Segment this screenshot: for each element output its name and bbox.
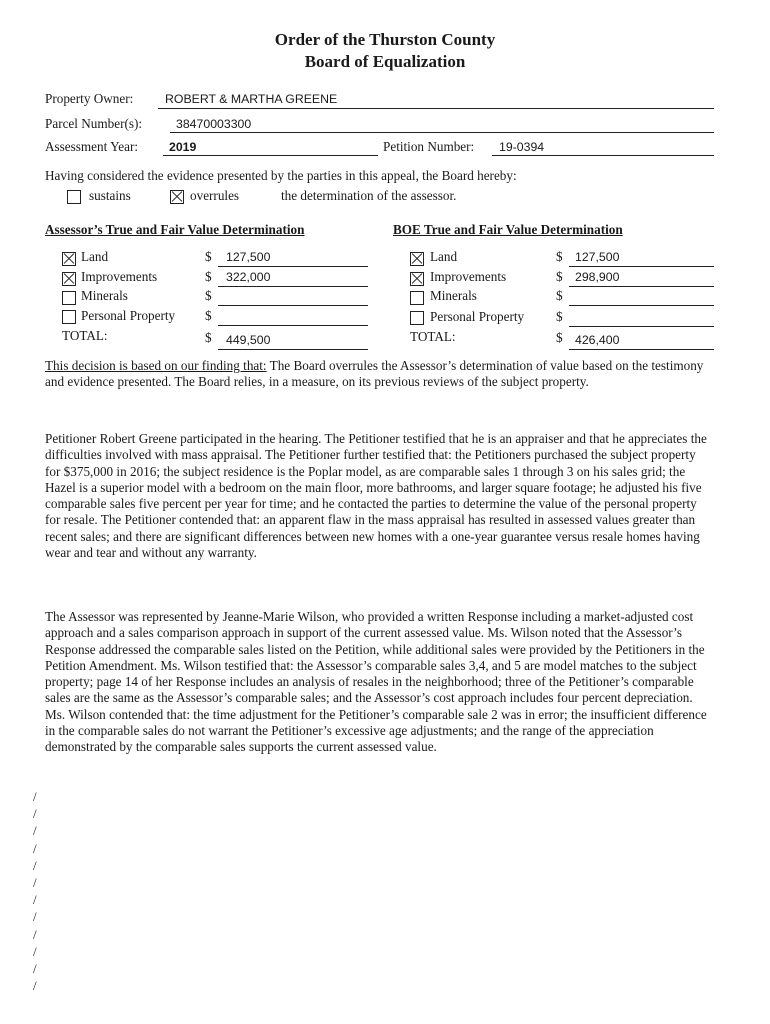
assessor-improvements-value: 322,000: [226, 270, 271, 284]
assessor-land-checkbox[interactable]: [62, 252, 76, 266]
continuation-slashes: [33, 788, 53, 994]
page-title-line2: Board of Equalization: [304, 52, 466, 71]
assessor-total-currency: $: [205, 330, 212, 345]
slash-mark: /: [33, 943, 37, 959]
boe-land-value: 127,500: [575, 250, 620, 264]
owner-label: Property Owner:: [45, 91, 134, 106]
assessor-total-underline: [218, 349, 368, 350]
assessor-improvements-underline: [218, 286, 368, 287]
boe-minerals-underline: [569, 305, 714, 306]
assessor-minerals-label: Minerals: [81, 288, 128, 303]
assessor-land-value: 127,500: [226, 250, 271, 264]
boe-personal-checkbox[interactable]: [410, 311, 424, 325]
boe-personal-currency: $: [556, 309, 563, 324]
assessor-personal-currency: $: [205, 308, 212, 323]
boe-land-label: Land: [430, 249, 458, 264]
finding-text: The Board overrules the Assessor’s determination of value based on the testimony and evidence presented. The Board relies, in a measure, on its previous reviews of the subject property.: [45, 358, 704, 390]
assessor-total-label: TOTAL:: [62, 328, 108, 343]
slash-mark: /: [33, 960, 37, 976]
year-label: Assessment Year:: [45, 139, 139, 154]
assessor-personal-underline: [218, 325, 368, 326]
boe-improvements-underline: [569, 286, 714, 287]
petition-label: Petition Number:: [383, 139, 475, 154]
boe-total-currency: $: [556, 330, 563, 345]
assessor-land-label: Land: [81, 249, 109, 264]
finding-lead: This decision is based on our finding that:: [45, 358, 267, 373]
boe-minerals-label: Minerals: [430, 288, 477, 303]
boe-heading: BOE True and Fair Value Determination: [393, 222, 623, 237]
assessor-land-underline: [218, 266, 368, 267]
decision-tail: the determination of the assessor.: [281, 188, 457, 203]
finding-paragraph: [45, 358, 710, 391]
assessor-total-value: 449,500: [226, 333, 271, 347]
slash-mark: /: [33, 926, 37, 942]
boe-land-checkbox[interactable]: [410, 252, 424, 266]
assessor-minerals-currency: $: [205, 288, 212, 303]
petition-value: 19-0394: [499, 140, 545, 154]
sustains-checkbox[interactable]: [67, 190, 81, 204]
slash-mark: /: [33, 909, 37, 925]
overrules-label: overrules: [190, 188, 240, 203]
boe-total-value: 426,400: [575, 333, 620, 347]
assessor-improvements-currency: $: [205, 269, 212, 284]
boe-improvements-value: 298,900: [575, 270, 620, 284]
boe-improvements-currency: $: [556, 269, 563, 284]
boe-personal-underline: [569, 326, 714, 327]
assessor-land-currency: $: [205, 249, 212, 264]
year-value: 2019: [169, 140, 197, 154]
slash-mark: /: [33, 874, 37, 890]
boe-minerals-currency: $: [556, 288, 563, 303]
page-title-line1: Order of the Thurston County: [274, 30, 496, 49]
boe-minerals-checkbox[interactable]: [410, 291, 424, 305]
overrules-checkbox[interactable]: [170, 190, 184, 204]
assessor-heading: Assessor’s True and Fair Value Determination: [45, 222, 305, 237]
petitioner-paragraph: Petitioner Robert Greene participated in the hearing. The Petitioner testified that he is an appraiser and that he appreciates the difficulties involved with mass appraisal. The Petitioner further testified that: the Petitioners purchased the subject property for $375,000 in 2016; the subject residence is the Poplar model, as are comparable sales 1 through 3 on his sales grid; the Hazel is a superior model with a bedroom on the main floor, more bathrooms, and larger square footage; he adjusted his five comparable sales five percent per year for time; and he contacted the parties to determine the value of the personal property for resale. The Petitioner contended that: an apparent flaw in the mass appraisal has resulted in assessed values greater than recent sales; and there are significant differences between new homes with a one-year guarantee versus resale homes having wear and tear and without any warranty.: [45, 431, 707, 561]
parcel-value: 38470003300: [176, 117, 252, 131]
boe-improvements-checkbox[interactable]: [410, 272, 424, 286]
slash-mark: /: [33, 978, 37, 994]
assessor-minerals-underline: [218, 305, 368, 306]
sustains-label: sustains: [89, 188, 131, 203]
parcel-underline: [170, 132, 714, 133]
slash-mark: /: [33, 789, 37, 804]
slash-mark: /: [33, 806, 37, 822]
slash-mark: /: [33, 823, 37, 839]
slash-mark: /: [33, 840, 37, 856]
boe-total-underline: [569, 349, 714, 350]
owner-value: ROBERT & MARTHA GREENE: [165, 92, 338, 106]
boe-personal-label: Personal Property: [430, 309, 525, 324]
parcel-label: Parcel Number(s):: [45, 116, 143, 131]
slash-mark: /: [33, 857, 37, 873]
slash-mark: /: [33, 892, 37, 908]
owner-underline: [158, 108, 714, 109]
assessor-minerals-checkbox[interactable]: [62, 291, 76, 305]
assessor-improvements-label: Improvements: [81, 269, 158, 284]
petition-underline: [492, 155, 714, 156]
boe-land-underline: [569, 266, 714, 267]
year-underline: [163, 155, 378, 156]
assessor-paragraph: The Assessor was represented by Jeanne-Marie Wilson, who provided a written Response including a market-adjusted cost approach and a sales comparison approach in support of the current assessed value. Ms. Wilson noted that the Assessor’s Response addressed the comparable sales listed on the Petition, while additional sales were provided by the Petitioners in the Petition Amendment. Ms. Wilson testified that: the Assessor’s comparable sales 3,4, and 5 are model matches to the subject property; page 14 of her Response includes an analysis of resales in the neighborhood; three of the Petitioner’s comparable sales are the same as the Assessor’s comparable sales; and the Assessor’s cost approach includes four percent depreciation. Ms. Wilson contended that: the time adjustment for the Petitioner’s comparable sale 2 was in error; the insufficient difference in the comparable sales do not warrant the Petitioner’s excessive age adjustments; and the range of the appreciation demonstrated by the comparable sales supports the current assessed value.: [45, 609, 707, 755]
boe-improvements-label: Improvements: [430, 269, 507, 284]
boe-land-currency: $: [556, 249, 563, 264]
assessor-personal-label: Personal Property: [81, 308, 176, 323]
decision-intro: Having considered the evidence presented by the parties in this appeal, the Board hereby:: [45, 168, 517, 183]
assessor-personal-checkbox[interactable]: [62, 310, 76, 324]
boe-total-label: TOTAL:: [410, 329, 456, 344]
assessor-improvements-checkbox[interactable]: [62, 272, 76, 286]
